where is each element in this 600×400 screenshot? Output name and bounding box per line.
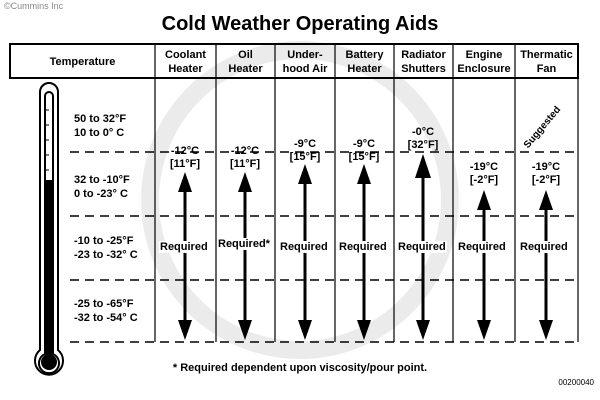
threshold-underhood-air: -9°C [15°F] xyxy=(289,138,321,163)
threshold-radiator-shutters: -0°C [32°F] xyxy=(407,126,439,151)
header-temperature: Temperature xyxy=(49,56,116,68)
arrow-engine-enclosure xyxy=(477,190,491,340)
status-radiator-shutters: Required xyxy=(398,241,446,253)
threshold-engine-enclosure: -19°C [-2°F] xyxy=(469,161,499,186)
column-dividers xyxy=(155,44,578,342)
status-coolant-heater: Required xyxy=(160,241,208,253)
arrow-thermatic-fan xyxy=(539,190,553,340)
header-thermatic-fan: Thermatic Fan xyxy=(520,49,573,75)
copyright: ©Cummins Inc xyxy=(4,1,64,11)
temperature-band: -25 to -65°F -32 to -54° C xyxy=(74,298,138,324)
status-battery-heater: Required xyxy=(339,241,387,253)
status-oil-heater: Required* xyxy=(218,238,270,250)
watermark xyxy=(150,50,450,350)
header-battery-heater: Battery Heater xyxy=(345,49,384,75)
status-engine-enclosure: Required xyxy=(458,241,506,253)
suggested-label: Suggested xyxy=(521,104,564,151)
header-coolant-heater: Coolant Heater xyxy=(165,49,206,75)
arrow-oil-heater xyxy=(238,172,252,340)
header-radiator-shutters: Radiator Shutters xyxy=(401,49,446,75)
temperature-band: 50 to 32°F 10 to 0° C xyxy=(74,113,127,139)
header-engine-enclosure: Engine Enclosure xyxy=(457,49,511,75)
temperature-band: -10 to -25°F -23 to -32° C xyxy=(74,235,138,261)
threshold-thermatic-fan: -19°C [-2°F] xyxy=(531,161,561,186)
threshold-coolant-heater: -12°C [11°F] xyxy=(169,145,201,170)
status-thermatic-fan: Required xyxy=(520,241,568,253)
footnote: * Required dependent upon viscosity/pour point. xyxy=(172,362,428,374)
temperature-band: 32 to -10°F 0 to -23° C xyxy=(74,174,130,200)
header-oil-heater: Oil Heater xyxy=(228,49,263,75)
arrow-coolant-heater xyxy=(178,172,192,340)
thermometer-icon xyxy=(35,83,63,375)
status-underhood-air: Required xyxy=(280,241,328,253)
page-title: Cold Weather Operating Aids xyxy=(161,13,439,35)
figure-id: 00200040 xyxy=(558,378,594,387)
threshold-battery-heater: -9°C [15°F] xyxy=(348,138,380,163)
threshold-oil-heater: -12°C [11°F] xyxy=(229,145,261,170)
header-underhood-air: Under- hood Air xyxy=(282,49,328,75)
